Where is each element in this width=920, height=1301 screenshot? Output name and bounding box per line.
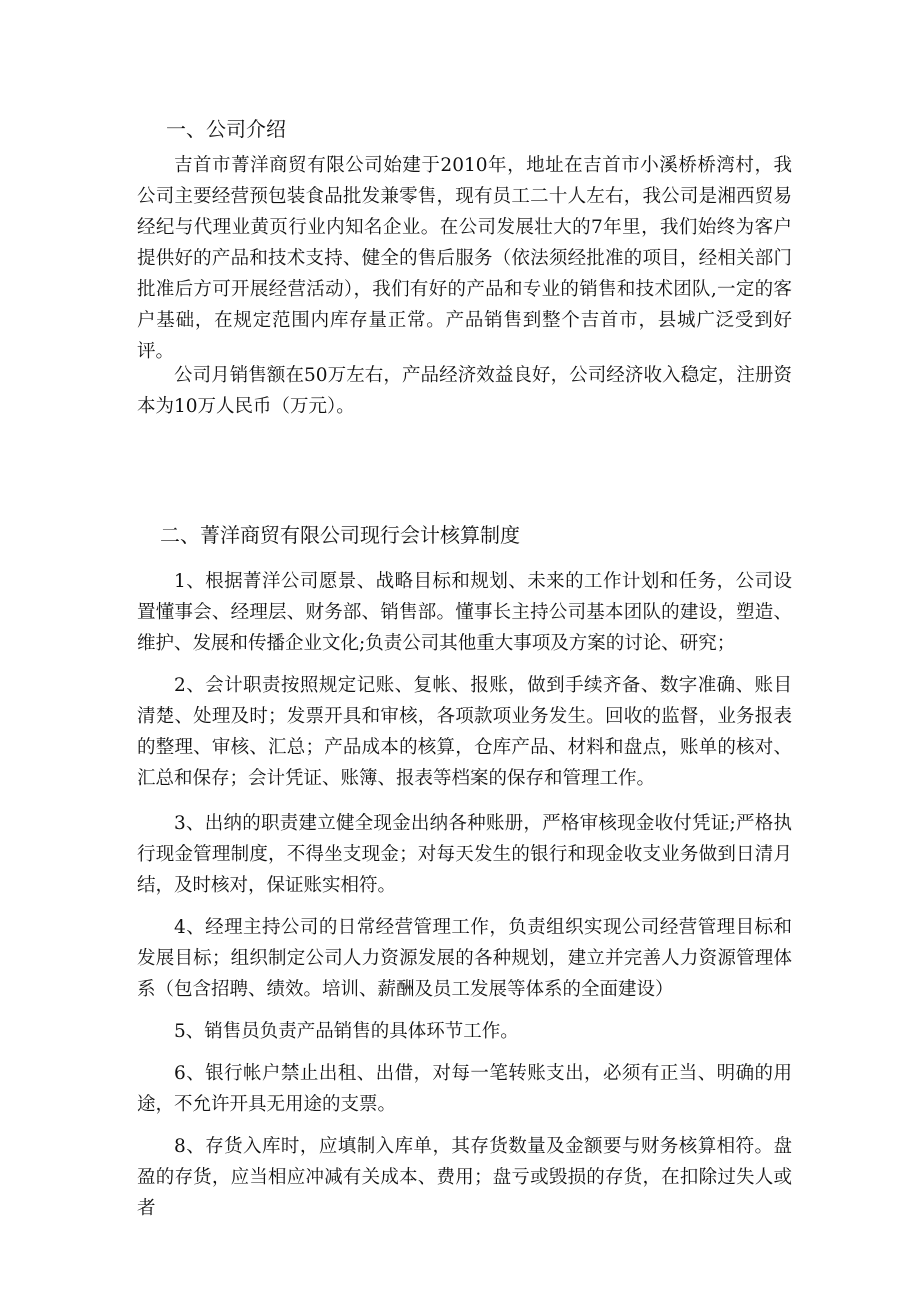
paragraph-item-6: 6、银行帐户禁止出租、出借，对每一笔转账支出，必须有正当、明确的用途，不允许开具无用途的支票。 (137, 1063, 792, 1115)
section-heading-accounting-system: 二、菁洋商贸有限公司现行会计核算制度 (160, 523, 520, 547)
section-heading-company-intro: 一、公司介绍 (166, 117, 286, 141)
paragraph-item-1: 1、根据菁洋公司愿景、战略目标和规划、未来的工作计划和任务，公司设置懂事会、经理层、财务部、销售部。懂事长主持公司基本团队的建设，塑造、维护、发展和传播企业文化;负责公司其他重大事项及方案的讨论、研究； (137, 571, 792, 654)
paragraph-item-4: 4、经理主持公司的日常经营管理工作，负责组织实现公司经营管理目标和发展目标；组织制定公司人力资源发展的各种规划，建立并完善人力资源管理体系（包含招聘、绩效。培训、薪酬及员工发展等体系的全面建设） (137, 917, 792, 1000)
paragraph-sales-capital: 公司月销售额在50万左右，产品经济效益良好，公司经济收入稳定，注册资本为10万人民币（万元）。 (137, 365, 792, 417)
paragraph-item-5: 5、销售员负责产品销售的具体环节工作。 (174, 1021, 519, 1042)
paragraph-company-overview: 吉首市菁洋商贸有限公司始建于2010年，地址在吉首市小溪桥桥湾村，我公司主要经营预包装食品批发兼零售，现有员工二十人左右，我公司是湘西贸易经纪与代理业黄页行业内知名企业。在公司发展壮大的7年里，我们始终为客户提供好的产品和技术支持、健全的售后服务（依法须经批准的项目，经相关部门批准后方可开展经营活动），我们有好的产品和专业的销售和技术团队,一定的客户基础，在规定范围内库存量正常。产品销售到整个吉首市，县城广泛受到好评。 (137, 155, 792, 362)
paragraph-item-3: 3、出纳的职责建立健全现金出纳各种账册，严格审核现金收付凭证;严格执行现金管理制度，不得坐支现金；对每天发生的银行和现金收支业务做到日清月结，及时核对，保证账实相符。 (137, 813, 792, 896)
paragraph-item-8: 8、存货入库时，应填制入库单，其存货数量及金额要与财务核算相符。盘盈的存货，应当相应冲减有关成本、费用；盘亏或毁损的存货，在扣除过失人或者 (137, 1136, 792, 1219)
paragraph-item-2: 2、会计职责按照规定记账、复帐、报账，做到手续齐备、数字准确、账目清楚、处理及时；发票开具和审核，各项款项业务发生。回收的监督，业务报表的整理、审核、汇总；产品成本的核算，仓库产品、材料和盘点，账单的核对、汇总和保存；会计凭证、账簿、报表等档案的保存和管理工作。 (137, 675, 792, 789)
